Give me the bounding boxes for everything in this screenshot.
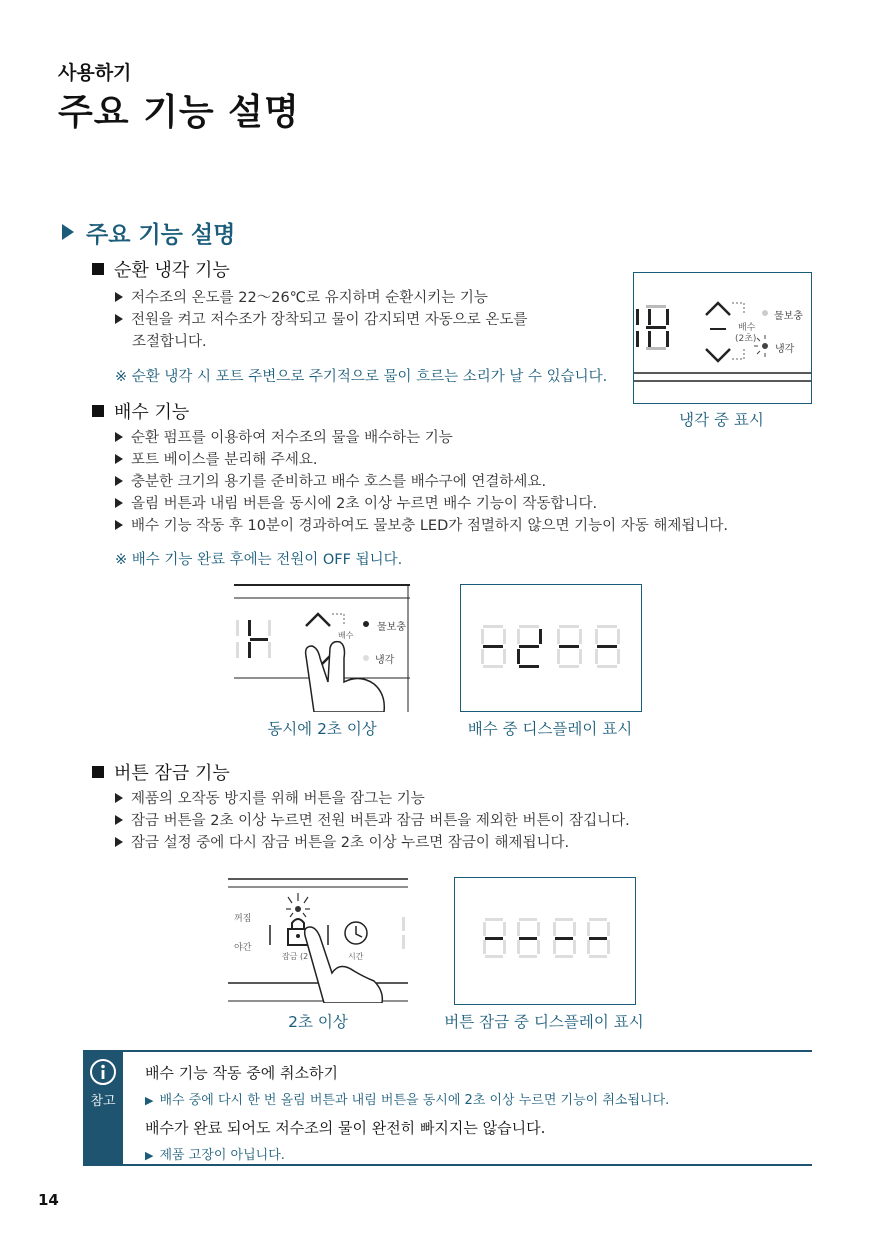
drain-display-figure bbox=[460, 584, 642, 712]
reference-item-detail: ▶ 배수 중에 다시 한 번 올림 버튼과 내림 버튼을 동시에 2초 이상 누르면 기능이 취소됩니다. bbox=[145, 1093, 670, 1108]
cooling-panel-illustration bbox=[634, 273, 811, 403]
list-item: 충분한 크기의 용기를 준비하고 배수 호스를 배수구에 연결하세요. bbox=[115, 471, 815, 493]
list-item: 배수 기능 작동 후 10분이 경과하여도 물보충 LED가 점멸하지 않으면 기능이 자동 해제됩니다. bbox=[115, 515, 815, 537]
lock-left-caption: 2초 이상 bbox=[288, 1013, 348, 1031]
list-item: 잠금 버튼을 2초 이상 누르면 전원 버튼과 잠금 버튼을 제외한 버튼이 잠깁니다. bbox=[115, 810, 815, 832]
list-item: 잠금 설정 중에 다시 잠금 버튼을 2초 이상 누르면 잠금이 해제됩니다. bbox=[115, 832, 815, 854]
water-refill-label: 물보충 bbox=[774, 311, 803, 322]
cooling-heading: 순환 냉각 기능 bbox=[92, 256, 230, 282]
cooling-display-figure bbox=[633, 272, 812, 404]
cooling-note: ※ 순환 냉각 시 포트 주변으로 주기적으로 물이 흐르는 소리가 날 수 있습니다. bbox=[115, 369, 608, 385]
list-item: 전원을 켜고 저수조가 장착되고 물이 감지되면 자동으로 온도를 bbox=[115, 309, 635, 331]
drain-left-caption: 동시에 2초 이상 bbox=[267, 720, 377, 738]
lock-right-caption: 버튼 잠금 중 디스플레이 표시 bbox=[444, 1013, 644, 1031]
reference-bottom-rule bbox=[123, 1164, 812, 1166]
cooling-figure-caption: 냉각 중 표시 bbox=[679, 411, 764, 429]
drain-heading: 배수 기능 bbox=[92, 398, 189, 424]
arrow-bullet-icon bbox=[115, 432, 123, 442]
lock-press-illustration bbox=[228, 877, 408, 1003]
play-bullet-icon: ▶ bbox=[145, 1149, 154, 1162]
lock-display-figure bbox=[454, 877, 636, 1005]
list-item: 포트 베이스를 분리해 주세요. bbox=[115, 449, 815, 471]
lock-heading: 버튼 잠금 기능 bbox=[92, 759, 230, 785]
drain-press-figure bbox=[234, 584, 410, 712]
reference-label: 참고 bbox=[90, 1094, 116, 1109]
triangle-icon bbox=[62, 224, 74, 240]
lock-press-figure bbox=[228, 877, 408, 1003]
drain-bullets bbox=[115, 427, 815, 537]
reference-item-title: 배수 기능 작동 중에 취소하기 bbox=[145, 1064, 338, 1082]
drain-display-digits bbox=[461, 585, 641, 711]
night-label: 야간 bbox=[234, 943, 252, 953]
square-bullet-icon bbox=[92, 766, 104, 778]
arrow-bullet-icon bbox=[115, 793, 123, 803]
water-refill-label: 물보충 bbox=[377, 622, 406, 633]
time-label: 시간 bbox=[348, 952, 364, 961]
cooling-label: 냉각 bbox=[375, 655, 395, 666]
reference-item-title: 배수가 완료 되어도 저수조의 물이 완전히 빠지지는 않습니다. bbox=[145, 1119, 546, 1137]
info-icon bbox=[89, 1058, 117, 1086]
list-item-continued: 조절합니다. bbox=[132, 334, 207, 350]
page-title: 주요 기능 설명 bbox=[58, 92, 300, 133]
off-label: 꺼짐 bbox=[234, 914, 252, 924]
list-item: 저수조의 온도를 22～26℃로 유지하며 순환시키는 기능 bbox=[115, 287, 635, 309]
drain-right-caption: 배수 중 디스플레이 표시 bbox=[467, 720, 633, 738]
list-item: 제품의 오작동 방지를 위해 버튼을 잠그는 기능 bbox=[115, 788, 815, 810]
arrow-bullet-icon bbox=[115, 498, 123, 508]
list-item: 올림 버튼과 내림 버튼을 동시에 2초 이상 누르면 배수 기능이 작동합니다. bbox=[115, 493, 815, 515]
arrow-bullet-icon bbox=[115, 837, 123, 847]
arrow-bullet-icon bbox=[115, 815, 123, 825]
list-item: 순환 펌프를 이용하여 저수조의 물을 배수하는 기능 bbox=[115, 427, 815, 449]
arrow-bullet-icon bbox=[115, 476, 123, 486]
arrow-bullet-icon bbox=[115, 520, 123, 530]
page-number: 14 bbox=[38, 1191, 59, 1209]
drain-note: ※ 배수 기능 완료 후에는 전원이 OFF 됩니다. bbox=[115, 552, 403, 568]
arrow-bullet-icon bbox=[115, 292, 123, 302]
drain-label: 배수 bbox=[738, 323, 756, 333]
arrow-bullet-icon bbox=[115, 454, 123, 464]
lock-label: 잠금 (2 bbox=[282, 952, 309, 961]
lock-display-digits bbox=[455, 878, 635, 1004]
cooling-bullets bbox=[115, 287, 635, 353]
square-bullet-icon bbox=[92, 405, 104, 417]
section-label: 사용하기 bbox=[58, 62, 132, 84]
drain-sub-label: (2초) bbox=[735, 334, 757, 344]
arrow-bullet-icon bbox=[115, 314, 123, 324]
play-bullet-icon: ▶ bbox=[145, 1094, 154, 1107]
reference-item-detail: ▶ 제품 고장이 아닙니다. bbox=[145, 1148, 285, 1163]
cooling-label: 냉각 bbox=[775, 344, 795, 355]
drain-press-illustration bbox=[234, 586, 410, 712]
main-heading: 주요 기능 설명 bbox=[62, 216, 235, 249]
square-bullet-icon bbox=[92, 263, 104, 275]
lock-bullets bbox=[115, 788, 815, 854]
drain-label: 배수 bbox=[338, 631, 354, 640]
reference-top-rule bbox=[123, 1050, 812, 1052]
